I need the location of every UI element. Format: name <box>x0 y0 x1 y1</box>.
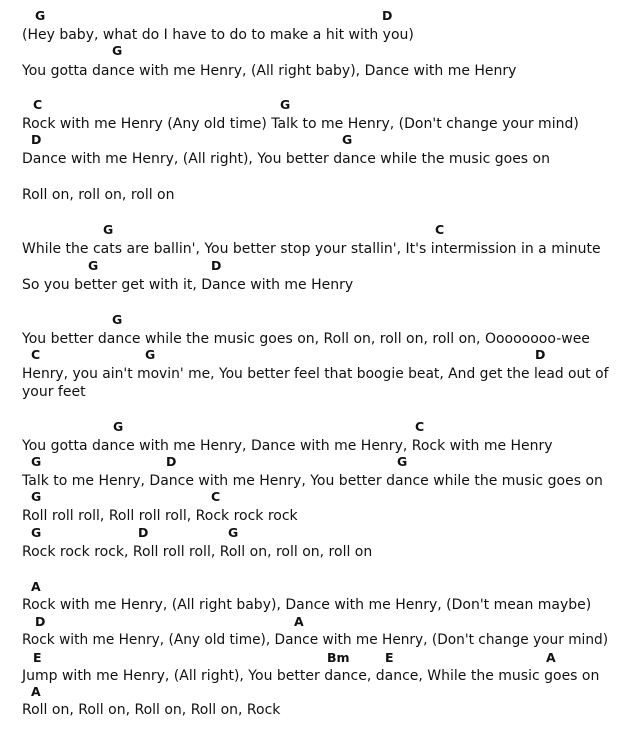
lyric-line: Rock with me Henry (Any old time) Talk to me Henry, (Don't change your mind) <box>22 116 579 132</box>
chord: A <box>546 650 556 665</box>
chord: G <box>112 312 123 327</box>
lyric-line: Rock with me Henry, (All right baby), Dance with me Henry, (Don't mean maybe) <box>22 597 592 613</box>
chord: C <box>33 97 43 112</box>
lyric-line: your feet <box>22 384 86 400</box>
chord: G <box>31 489 42 504</box>
chord: A <box>31 579 41 594</box>
lyric-line: Talk to me Henry, Dance with me Henry, You better dance while the music goes on <box>22 473 603 489</box>
chord: Bm <box>327 650 350 665</box>
lyric-line: So you better get with it, Dance with me Henry <box>22 277 354 293</box>
chord: D <box>382 8 393 23</box>
lyric-line: (Hey baby, what do I have to do to make a hit with you) <box>22 27 414 43</box>
chord: D <box>35 614 46 629</box>
lyric-line: While the cats are ballin', You better stop your stallin', It's intermission in a minute <box>22 241 601 257</box>
lyric-line: You gotta dance with me Henry, Dance with me Henry, Rock with me Henry <box>22 438 553 454</box>
chord: C <box>415 419 425 434</box>
chord: A <box>31 684 41 699</box>
chord: D <box>31 132 42 147</box>
chord: D <box>138 525 149 540</box>
chord: G <box>31 454 42 469</box>
chord: C <box>31 347 41 362</box>
lyric-line: Roll roll roll, Roll roll roll, Rock rock rock <box>22 508 298 524</box>
chord: G <box>103 222 114 237</box>
chord: G <box>280 97 291 112</box>
chord: A <box>294 614 304 629</box>
lyric-line: Rock rock rock, Roll roll roll, Roll on, roll on, roll on <box>22 544 373 560</box>
chord: D <box>166 454 177 469</box>
lyric-line: Roll on, roll on, roll on <box>22 187 175 203</box>
chord: G <box>31 525 42 540</box>
chord: D <box>535 347 546 362</box>
chord: D <box>211 258 222 273</box>
chord: G <box>342 132 353 147</box>
lyric-line: Dance with me Henry, (All right), You better dance while the music goes on <box>22 151 550 167</box>
chord: G <box>88 258 99 273</box>
chord: G <box>228 525 239 540</box>
lyric-line: Rock with me Henry, (Any old time), Dance with me Henry, (Don't change your mind) <box>22 632 609 648</box>
chord: G <box>397 454 408 469</box>
chord: G <box>145 347 156 362</box>
chord: C <box>211 489 221 504</box>
lyric-line: Henry, you ain't movin' me, You better feel that boogie beat, And get the lead out of <box>22 366 609 382</box>
chord: G <box>112 43 123 58</box>
chord: E <box>385 650 394 665</box>
lyric-line: You gotta dance with me Henry, (All right baby), Dance with me Henry <box>22 63 517 79</box>
lyric-line: You better dance while the music goes on, Roll on, roll on, roll on, Oooooooo-wee <box>22 331 590 347</box>
lyric-line: Jump with me Henry, (All right), You better dance, dance, While the music goes on <box>22 668 600 684</box>
chord: E <box>33 650 42 665</box>
chord: G <box>113 419 124 434</box>
chord: G <box>35 8 46 23</box>
lyric-line: Roll on, Roll on, Roll on, Roll on, Rock <box>22 702 281 718</box>
chord: C <box>435 222 445 237</box>
